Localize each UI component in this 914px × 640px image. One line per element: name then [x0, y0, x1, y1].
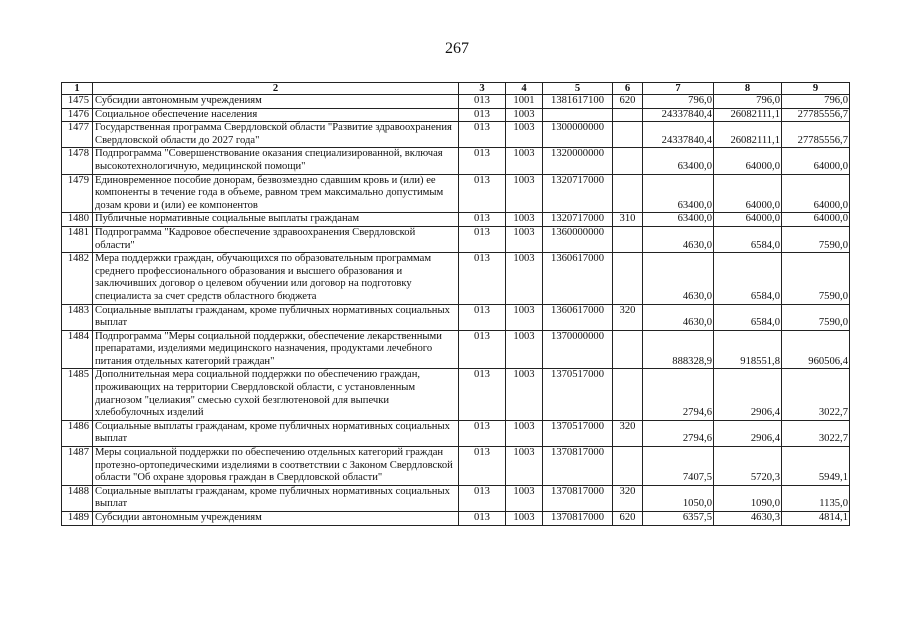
row-number-cell: 1477: [62, 122, 93, 148]
row-name-cell: Субсидии автономным учреждениям: [93, 95, 459, 109]
value-cell: 3022,7: [782, 420, 850, 446]
admin-code-cell: 013: [459, 122, 506, 148]
target-code-cell: 1370817000: [543, 512, 613, 526]
value-cell: 64000,0: [782, 213, 850, 227]
column-header: 9: [782, 83, 850, 95]
row-name-cell: Дополнительная мера социальной поддержки по обеспечению граждан, проживающих на территории Свердловской области, с установленным диагнозом "целиакия" смесью сухой безглютеновой для выпечки хлебобулочных изделий: [93, 369, 459, 420]
value-cell: 796,0: [782, 95, 850, 109]
admin-code-cell: 013: [459, 330, 506, 369]
target-code-cell: 1370000000: [543, 330, 613, 369]
row-name-cell: Подпрограмма "Кадровое обеспечение здравоохранения Свердловской области": [93, 226, 459, 252]
value-cell: 64000,0: [714, 148, 782, 174]
row-name-cell: Социальные выплаты гражданам, кроме публичных нормативных социальных выплат: [93, 420, 459, 446]
target-code-cell: 1360000000: [543, 226, 613, 252]
target-code-cell: 1370517000: [543, 369, 613, 420]
value-cell: 64000,0: [782, 148, 850, 174]
row-name-cell: Государственная программа Свердловской области "Развитие здравоохранения Свердловской области до 2027 года": [93, 122, 459, 148]
table-row: [62, 122, 850, 148]
section-code-cell: 1003: [506, 253, 543, 304]
section-code-cell: 1003: [506, 420, 543, 446]
table-row: [62, 485, 850, 511]
table-row: [62, 304, 850, 330]
section-code-cell: 1003: [506, 304, 543, 330]
expense-type-cell: 310: [613, 213, 643, 227]
value-cell: 2794,6: [643, 369, 714, 420]
column-header: 1: [62, 83, 93, 95]
expense-type-cell: [613, 447, 643, 486]
column-header: 4: [506, 83, 543, 95]
admin-code-cell: 013: [459, 213, 506, 227]
row-number-cell: 1485: [62, 369, 93, 420]
row-name-cell: Субсидии автономным учреждениям: [93, 512, 459, 526]
value-cell: 4630,0: [643, 253, 714, 304]
table-row: [62, 512, 850, 526]
target-code-cell: [543, 108, 613, 122]
admin-code-cell: 013: [459, 420, 506, 446]
section-code-cell: 1003: [506, 447, 543, 486]
column-header: 5: [543, 83, 613, 95]
column-header: 8: [714, 83, 782, 95]
row-number-cell: 1476: [62, 108, 93, 122]
value-cell: 7407,5: [643, 447, 714, 486]
table-row: [62, 420, 850, 446]
value-cell: 4630,0: [643, 304, 714, 330]
value-cell: 888328,9: [643, 330, 714, 369]
page-number: 267: [445, 40, 469, 57]
value-cell: 7590,0: [782, 226, 850, 252]
row-number-cell: 1484: [62, 330, 93, 369]
target-code-cell: 1370817000: [543, 447, 613, 486]
section-code-cell: 1003: [506, 226, 543, 252]
target-code-cell: 1370817000: [543, 485, 613, 511]
expense-type-cell: 620: [613, 95, 643, 109]
table-row: [62, 108, 850, 122]
value-cell: 64000,0: [782, 174, 850, 213]
admin-code-cell: 013: [459, 512, 506, 526]
value-cell: 6584,0: [714, 226, 782, 252]
admin-code-cell: 013: [459, 95, 506, 109]
row-name-cell: Мера поддержки граждан, обучающихся по образовательным программам среднего профессионального образования и высшего образования и заключивших договор о целевом обучении или договор на подготовку специалиста за счет средств областного бюджета: [93, 253, 459, 304]
section-code-cell: 1003: [506, 108, 543, 122]
value-cell: 1050,0: [643, 485, 714, 511]
value-cell: 4630,3: [714, 512, 782, 526]
section-code-cell: 1003: [506, 330, 543, 369]
table-row: [62, 369, 850, 420]
column-header: 3: [459, 83, 506, 95]
row-name-cell: Социальные выплаты гражданам, кроме публичных нормативных социальных выплат: [93, 485, 459, 511]
row-number-cell: 1489: [62, 512, 93, 526]
expense-type-cell: [613, 330, 643, 369]
row-number-cell: 1486: [62, 420, 93, 446]
admin-code-cell: 013: [459, 226, 506, 252]
row-name-cell: Единовременное пособие донорам, безвозмездно сдавшим кровь и (или) ее компоненты в течение года в объеме, равном трем максимально допустимым дозам крови и (или) ее компонентов: [93, 174, 459, 213]
target-code-cell: 1320000000: [543, 148, 613, 174]
row-name-cell: Подпрограмма "Меры социальной поддержки, обеспечение лекарственными препаратами, изделиями медицинского назначения, продуктами лечебного питания отдельных категорий граждан": [93, 330, 459, 369]
admin-code-cell: 013: [459, 148, 506, 174]
table-row: [62, 174, 850, 213]
row-name-cell: Публичные нормативные социальные выплаты гражданам: [93, 213, 459, 227]
target-code-cell: 1360617000: [543, 253, 613, 304]
target-code-cell: 1370517000: [543, 420, 613, 446]
value-cell: 960506,4: [782, 330, 850, 369]
value-cell: 7590,0: [782, 253, 850, 304]
expense-type-cell: 620: [613, 512, 643, 526]
value-cell: 26082111,1: [714, 108, 782, 122]
column-header: 7: [643, 83, 714, 95]
row-name-cell: Меры социальной поддержки по обеспечению отдельных категорий граждан протезно-ортопедическими изделиями в соответствии с Законом Свердловской области "Об охране здоровья граждан в Свердловской области": [93, 447, 459, 486]
section-code-cell: 1003: [506, 512, 543, 526]
expense-type-cell: [613, 122, 643, 148]
section-code-cell: 1001: [506, 95, 543, 109]
value-cell: 5720,3: [714, 447, 782, 486]
value-cell: 796,0: [714, 95, 782, 109]
row-number-cell: 1481: [62, 226, 93, 252]
target-code-cell: 1320717000: [543, 213, 613, 227]
value-cell: 7590,0: [782, 304, 850, 330]
admin-code-cell: 013: [459, 253, 506, 304]
value-cell: 2906,4: [714, 420, 782, 446]
value-cell: 24337840,4: [643, 122, 714, 148]
table-body: [62, 95, 850, 526]
value-cell: 3022,7: [782, 369, 850, 420]
admin-code-cell: 013: [459, 304, 506, 330]
row-number-cell: 1475: [62, 95, 93, 109]
expense-type-cell: 320: [613, 304, 643, 330]
value-cell: 796,0: [643, 95, 714, 109]
target-code-cell: 1300000000: [543, 122, 613, 148]
table-row: [62, 226, 850, 252]
value-cell: 64000,0: [714, 174, 782, 213]
value-cell: 5949,1: [782, 447, 850, 486]
expense-type-cell: [613, 226, 643, 252]
admin-code-cell: 013: [459, 485, 506, 511]
column-header: 2: [93, 83, 459, 95]
table-row: [62, 253, 850, 304]
row-number-cell: 1480: [62, 213, 93, 227]
row-name-cell: Подпрограмма "Совершенствование оказания специализированной, включая высокотехнологичную, медицинской помощи": [93, 148, 459, 174]
section-code-cell: 1003: [506, 148, 543, 174]
row-number-cell: 1488: [62, 485, 93, 511]
value-cell: 24337840,4: [643, 108, 714, 122]
expense-type-cell: [613, 174, 643, 213]
value-cell: 63400,0: [643, 174, 714, 213]
header-row: [62, 83, 850, 95]
row-number-cell: 1479: [62, 174, 93, 213]
value-cell: 6584,0: [714, 304, 782, 330]
row-name-cell: Социальные выплаты гражданам, кроме публичных нормативных социальных выплат: [93, 304, 459, 330]
value-cell: 64000,0: [714, 213, 782, 227]
admin-code-cell: 013: [459, 369, 506, 420]
admin-code-cell: 013: [459, 108, 506, 122]
table-row: [62, 148, 850, 174]
row-number-cell: 1487: [62, 447, 93, 486]
section-code-cell: 1003: [506, 213, 543, 227]
row-number-cell: 1483: [62, 304, 93, 330]
target-code-cell: 1381617100: [543, 95, 613, 109]
table-row: [62, 213, 850, 227]
table-row: [62, 95, 850, 109]
row-name-cell: Социальное обеспечение населения: [93, 108, 459, 122]
table-row: [62, 447, 850, 486]
value-cell: 2794,6: [643, 420, 714, 446]
expense-type-cell: 320: [613, 420, 643, 446]
value-cell: 27785556,7: [782, 108, 850, 122]
value-cell: 2906,4: [714, 369, 782, 420]
value-cell: 6584,0: [714, 253, 782, 304]
section-code-cell: 1003: [506, 174, 543, 213]
expense-type-cell: 320: [613, 485, 643, 511]
admin-code-cell: 013: [459, 447, 506, 486]
section-code-cell: 1003: [506, 485, 543, 511]
value-cell: 63400,0: [643, 148, 714, 174]
row-number-cell: 1478: [62, 148, 93, 174]
expense-type-cell: [613, 108, 643, 122]
value-cell: 6357,5: [643, 512, 714, 526]
expense-type-cell: [613, 253, 643, 304]
expense-type-cell: [613, 148, 643, 174]
value-cell: 4630,0: [643, 226, 714, 252]
row-number-cell: 1482: [62, 253, 93, 304]
value-cell: 1090,0: [714, 485, 782, 511]
value-cell: 27785556,7: [782, 122, 850, 148]
section-code-cell: 1003: [506, 122, 543, 148]
value-cell: 63400,0: [643, 213, 714, 227]
expense-type-cell: [613, 369, 643, 420]
value-cell: 4814,1: [782, 512, 850, 526]
target-code-cell: 1360617000: [543, 304, 613, 330]
value-cell: 918551,8: [714, 330, 782, 369]
column-header: 6: [613, 83, 643, 95]
table-row: [62, 330, 850, 369]
value-cell: 26082111,1: [714, 122, 782, 148]
value-cell: 1135,0: [782, 485, 850, 511]
admin-code-cell: 013: [459, 174, 506, 213]
section-code-cell: 1003: [506, 369, 543, 420]
budget-table: [61, 82, 850, 526]
target-code-cell: 1320717000: [543, 174, 613, 213]
